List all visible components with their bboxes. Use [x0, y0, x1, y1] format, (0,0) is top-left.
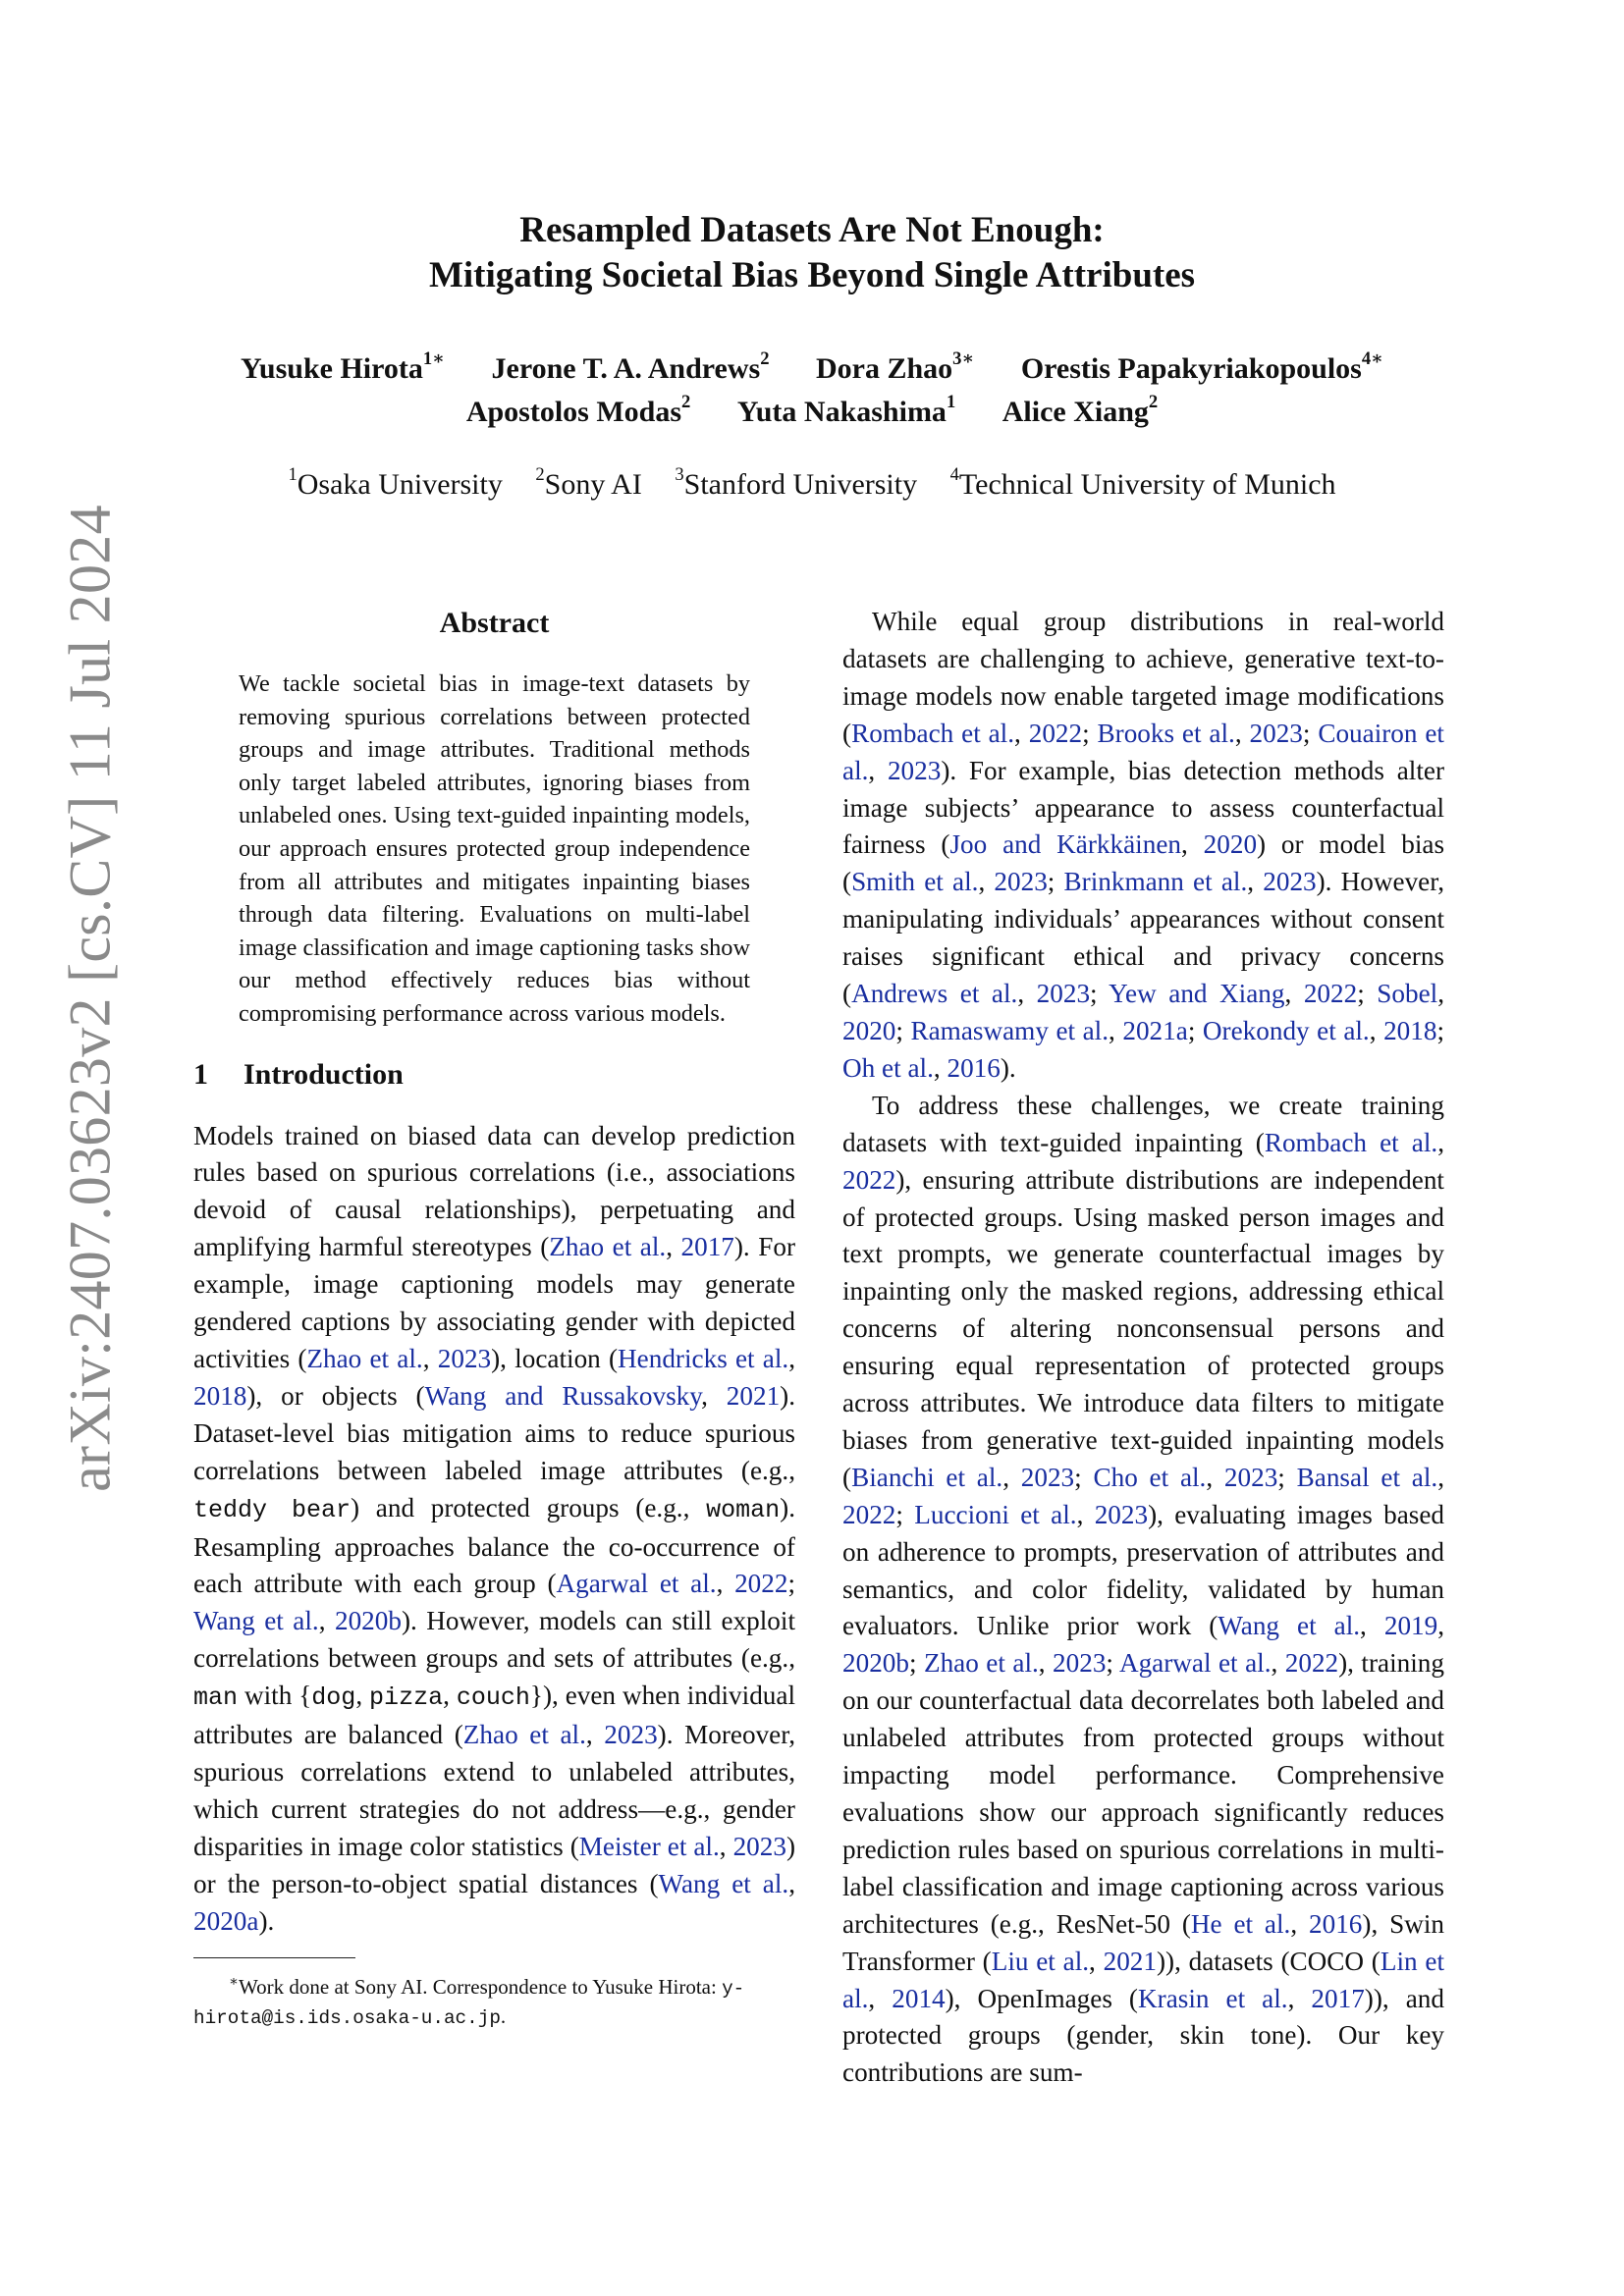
citation-link[interactable]: 2023	[437, 1343, 492, 1373]
paragraph-text: ), training on our counterfactual data decorrelates both labeled and unlabeled attributes from protected groups without impacting model performance. Comprehensive evaluations show our approach significantly reduces prediction rules based on spurious correlations in multi-label classification and image captioning across various architectures (e.g., ResNet-50 (	[842, 1648, 1444, 1939]
paragraph-text: Models trained on biased data can develop prediction rules based on spurious correlations (i.e., associations devoid of causal relationships), perpetuating and amplifying harmful stereotypes (	[193, 1120, 795, 1262]
citation-link[interactable]: Bianchi et al.	[851, 1462, 1003, 1492]
citation-link[interactable]: Wang et al.	[1218, 1611, 1361, 1641]
author-name: Alice Xiang	[1001, 396, 1149, 428]
paragraph-text: with {	[238, 1681, 312, 1711]
citation-link[interactable]: Luccioni et al.	[914, 1499, 1077, 1529]
paragraph-text: ), location (	[491, 1343, 619, 1373]
citation-link[interactable]: 2022	[1303, 979, 1358, 1009]
author-mark: 3∗	[952, 348, 975, 370]
citation-link[interactable]: Wang et al.	[658, 1868, 789, 1898]
paragraph-text: ,	[1437, 1127, 1444, 1157]
citation-link[interactable]: Yew and Xiang	[1109, 979, 1285, 1009]
affiliation-list	[0, 465, 1624, 505]
paragraph-text: ), or objects (	[246, 1380, 425, 1411]
paragraph-text: ;	[1090, 979, 1110, 1009]
paragraph-text: ;	[1074, 1462, 1094, 1492]
abstract-text: We tackle societal bias in image-text datasets by removing spurious correlations between protected groups and image attributes. Traditional methods only target labeled attributes, ignoring biases from unlabeled ones. Using text-guided inpainting models, our approach ensures protected group independence from all attributes and mitigates inpainting biases through data filtering. Evaluations on multi-label image classification and image captioning tasks show our method effectively reduces bias without compromising performance across various models.	[239, 670, 750, 1027]
paragraph-text: ,	[868, 755, 888, 785]
code-term: teddy bear	[193, 1495, 352, 1524]
paragraph-text: ,	[318, 1606, 335, 1636]
paragraph-text: ,	[1234, 718, 1250, 748]
footnote-rule	[193, 1957, 355, 1958]
paragraph-text: ,	[355, 1681, 370, 1711]
citation-link[interactable]: 2023	[1094, 1499, 1149, 1529]
citation-link[interactable]: 2014	[892, 1983, 946, 2013]
footnote-end: .	[500, 2004, 507, 2029]
paragraph-text: ;	[908, 1648, 924, 1679]
footnote	[193, 1968, 795, 2032]
author-mark: 2	[681, 392, 691, 413]
author-name: Dora Zhao	[815, 352, 953, 385]
right-paragraph-2	[842, 1088, 1444, 2092]
paragraph-text: ;	[895, 1015, 911, 1045]
right-paragraph-1	[842, 604, 1444, 1088]
paragraph-text: ,	[701, 1380, 727, 1411]
paragraph-text: ,	[1038, 1648, 1054, 1679]
paragraph-text: ,	[1437, 1462, 1444, 1492]
paragraph-text: ,	[1360, 1611, 1384, 1641]
author-mark: 2	[760, 348, 770, 370]
paragraph-text: ,	[1089, 1946, 1104, 1976]
affiliation-name: Osaka University	[297, 468, 503, 501]
right-column	[842, 604, 1444, 2092]
paragraph-text: While equal group distributions in real-world datasets are challenging to achieve, generative text-to-image models now enable targeted image modifications (	[842, 607, 1444, 748]
paragraph-text: ;	[1277, 1462, 1297, 1492]
paragraph-text: ,	[1287, 1983, 1312, 2013]
paragraph-text: ). Moreover, spurious correlations extend to unlabeled attributes, which current strategies do not address—e.g., gender disparities in image color statistics (	[193, 1720, 796, 1861]
author	[491, 348, 770, 385]
paragraph-text: ,	[719, 1831, 733, 1861]
author	[240, 348, 446, 385]
citation-link[interactable]: Rombach et al.	[1264, 1127, 1438, 1157]
section-heading-introduction	[193, 1055, 795, 1095]
paragraph-text: ,	[1206, 1462, 1224, 1492]
author-mark: 1	[946, 392, 956, 413]
paragraph-text: ), ensuring attribute distributions are independent of protected groups. Using masked person images and text prompts, we generate counterfactual images by inpainting only the masked regions, addressing ethical concerns of altering nonconsensual persons and ensuring equal representation of protected groups across attributes. We introduce data filters to mitigate biases from generative text-guided inpainting models (	[842, 1164, 1444, 1492]
footnote-text: Work done at Sony AI. Correspondence to Yusuke Hirota:	[238, 1975, 717, 2000]
paragraph-text: ,	[978, 867, 995, 897]
title-line-1: Resampled Datasets Are Not Enough:	[519, 210, 1105, 250]
section-number: 1	[193, 1057, 208, 1091]
affiliation-mark: 1	[288, 464, 298, 486]
paragraph-text: ,	[1017, 979, 1037, 1009]
code-term: pizza	[369, 1683, 444, 1713]
code-term: dog	[311, 1683, 356, 1713]
citation-link[interactable]: Oh et al.	[842, 1052, 934, 1083]
citation-link[interactable]: Sobel	[1377, 979, 1438, 1009]
paragraph-text: ,	[1437, 1611, 1445, 1641]
citation-link[interactable]: Brooks et al.	[1097, 718, 1235, 748]
paragraph-text: ,	[422, 1343, 438, 1373]
citation-link[interactable]: 2021a	[1122, 1015, 1188, 1045]
affiliation-name: Technical University of Munich	[958, 468, 1336, 501]
author-mark: 2	[1148, 392, 1159, 413]
paragraph-text: ,	[1369, 1015, 1384, 1045]
author-name: Orestis Papakyriakopoulos	[1020, 352, 1362, 385]
footnote-email[interactable]: y-hirota@is.ids.osaka-u.ac.jp	[193, 1978, 745, 2030]
title-line-2: Mitigating Societal Bias Beyond Single Attributes	[428, 255, 1196, 295]
citation-link[interactable]: Wang et al.	[193, 1606, 319, 1636]
citation-link[interactable]: 2023	[1249, 718, 1303, 748]
affiliation-mark: 4	[949, 464, 959, 486]
affiliation	[535, 464, 642, 501]
paragraph-text: ) and protected groups (e.g.,	[351, 1492, 707, 1522]
footnote-mark: ∗	[229, 1974, 239, 1991]
citation-link[interactable]: 2017	[1311, 1983, 1365, 2013]
author-row-1	[0, 347, 1624, 391]
paragraph-text: ), OpenImages (	[945, 1983, 1138, 2013]
affiliation	[288, 464, 503, 501]
paragraph-text: ;	[1047, 867, 1064, 897]
citation-link[interactable]: Bansal et al.	[1296, 1462, 1438, 1492]
affiliation	[949, 464, 1336, 501]
citation-link[interactable]: Orekondy et al.	[1202, 1015, 1370, 1045]
paragraph-text: ;	[1106, 1648, 1119, 1679]
paragraph-text: ). Resampling approaches balance the co-occurrence of each attribute with each group (	[193, 1492, 795, 1599]
paragraph-text: ,	[1076, 1499, 1095, 1529]
section-title: Introduction	[244, 1057, 404, 1091]
paragraph-text: ,	[1002, 1462, 1021, 1492]
citation-link[interactable]: Hendricks et al.	[618, 1343, 789, 1373]
paragraph-text: ;	[895, 1499, 915, 1529]
paragraph-text: ,	[716, 1569, 735, 1599]
citation-link[interactable]: 2017	[680, 1232, 734, 1262]
affiliation-mark: 2	[535, 464, 545, 486]
paragraph-text: ).	[258, 1905, 275, 1936]
author-name: Yuta Nakashima	[736, 396, 947, 428]
author	[1001, 392, 1159, 428]
author	[736, 392, 956, 428]
author	[815, 348, 975, 385]
citation-link[interactable]: Brinkmann et al.	[1063, 867, 1248, 897]
citation-link[interactable]: Zhao et al.	[306, 1343, 423, 1373]
citation-link[interactable]: Lin et al.	[842, 1946, 1445, 2013]
code-term: man	[193, 1683, 239, 1713]
paragraph-text: }), even when individual attributes are balanced (	[193, 1681, 796, 1750]
citation-link[interactable]: 2023	[732, 1831, 786, 1861]
author-mark: 4∗	[1361, 348, 1383, 370]
paragraph-text: ,	[443, 1681, 457, 1711]
citation-link[interactable]: Andrews et al.	[851, 979, 1018, 1009]
paragraph-text: ;	[1302, 718, 1319, 748]
author	[1020, 348, 1383, 385]
code-term: couch	[456, 1683, 530, 1713]
citation-link[interactable]: Zhao et al.	[549, 1232, 667, 1262]
author-list	[0, 347, 1624, 434]
paragraph-text: ), Swin Transformer (	[842, 1908, 1444, 1976]
citation-link[interactable]: 2023	[1020, 1462, 1075, 1492]
citation-link[interactable]: 2020b	[334, 1606, 402, 1636]
citation-link[interactable]: He et al.	[1190, 1908, 1291, 1939]
paragraph-text: ), evaluating images based on adherence to prompts, preservation of attributes and semantics, and color fidelity, validated by human evaluators. Unlike prior work (	[842, 1499, 1445, 1641]
paragraph-text: ,	[1437, 979, 1445, 1009]
paragraph-text: )), datasets (COCO (	[1156, 1946, 1380, 1976]
paragraph-text: ). However, models can still exploit correlations between groups and sets of attributes (e.g.,	[193, 1606, 796, 1674]
paragraph-text: ;	[1082, 718, 1098, 748]
citation-link[interactable]: Zhao et al.	[923, 1648, 1039, 1679]
arxiv-identifier: arXiv:2407.03623v2 [cs.CV] 11 Jul 2024	[57, 505, 123, 1492]
paragraph-text: ). Dataset-level bias mitigation aims to reduce spurious correlations between labeled image attributes (e.g.,	[193, 1380, 796, 1485]
citation-link[interactable]: Krasin et al.	[1138, 1983, 1288, 2013]
paper-title	[0, 208, 1624, 298]
author-row-2	[0, 391, 1624, 434]
author	[465, 392, 691, 428]
citation-link[interactable]: 2023	[1263, 867, 1317, 897]
citation-link[interactable]: Rombach et al.	[851, 718, 1015, 748]
paragraph-text: ,	[933, 1052, 947, 1083]
paragraph-text: ). However, manipulating individuals’ appearances without consent raises significant ethical and privacy concerns (	[842, 867, 1445, 1009]
paragraph-text: ;	[1357, 979, 1378, 1009]
paragraph-text: ,	[1109, 1015, 1123, 1045]
citation-link[interactable]: Joo and Kärkkäinen	[949, 829, 1181, 860]
citation-link[interactable]: 2023	[994, 867, 1048, 897]
citation-link[interactable]: 2020a	[193, 1905, 259, 1936]
paragraph-text: ,	[1247, 867, 1264, 897]
citation-link[interactable]: Couairon et al.	[842, 718, 1444, 785]
paragraph-text: ,	[1290, 1908, 1310, 1939]
citation-link[interactable]: Cho et al.	[1093, 1462, 1207, 1492]
citation-link[interactable]: 2021	[726, 1380, 781, 1411]
citation-link[interactable]: Meister et al.	[578, 1831, 720, 1861]
citation-link[interactable]: 2018	[193, 1380, 247, 1411]
citation-link[interactable]: Wang and Russakovsky	[424, 1380, 702, 1411]
paragraph-text: ). For example, image captioning models may generate gendered captions by associating gender with depicted activities (	[193, 1232, 796, 1373]
citation-link[interactable]: Liu et al.	[991, 1946, 1090, 1976]
paragraph-text: ;	[787, 1569, 795, 1599]
citation-link[interactable]: 2023	[604, 1720, 658, 1750]
paragraph-text: )), and protected groups (gender, skin tone). Our key contributions are sum-	[842, 1983, 1444, 2088]
abstract-heading: Abstract	[439, 607, 550, 639]
intro-paragraph-1	[193, 1118, 795, 1941]
paragraph-text: ,	[1181, 829, 1204, 860]
paragraph-text: ,	[1284, 979, 1304, 1009]
affiliation-name: Sony AI	[544, 468, 642, 501]
author-name: Jerone T. A. Andrews	[491, 352, 761, 385]
paragraph-text: ,	[788, 1868, 795, 1898]
paragraph-text: To address these challenges, we create training datasets with text-guided inpainting (	[842, 1090, 1444, 1157]
paragraph-text: ,	[868, 1983, 893, 2013]
paragraph-text: ,	[1271, 1648, 1285, 1679]
citation-link[interactable]: Agarwal et al.	[1118, 1648, 1272, 1679]
paragraph-text: ,	[666, 1232, 681, 1262]
citation-link[interactable]: 2022	[842, 1164, 896, 1195]
citation-link[interactable]: 2018	[1383, 1015, 1437, 1045]
affiliation-name: Stanford University	[683, 468, 918, 501]
author-name: Yusuke Hirota	[240, 352, 423, 385]
citation-link[interactable]: 2016	[1309, 1908, 1363, 1939]
paragraph-text: ) or the person-to-object spatial distances (	[193, 1831, 796, 1898]
citation-link[interactable]: 2022	[1284, 1648, 1339, 1679]
paragraph-text: ;	[1187, 1015, 1203, 1045]
citation-link[interactable]: 2020	[1203, 829, 1258, 860]
code-term: woman	[706, 1495, 781, 1524]
paragraph-text: ).	[1000, 1052, 1016, 1083]
paragraph-text: ;	[1436, 1015, 1445, 1045]
citation-link[interactable]: Zhao et al.	[462, 1720, 586, 1750]
citation-link[interactable]: 2022	[842, 1499, 896, 1529]
citation-link[interactable]: 2023	[1223, 1462, 1278, 1492]
citation-link[interactable]: Ramaswamy et al.	[910, 1015, 1110, 1045]
author-mark: 1∗	[422, 348, 446, 370]
citation-link[interactable]: 2020	[842, 1015, 896, 1045]
paragraph-text: ,	[788, 1343, 796, 1373]
author-name: Apostolos Modas	[465, 396, 682, 428]
citation-link[interactable]: 2021	[1103, 1946, 1157, 1976]
citation-link[interactable]: 2023	[887, 755, 942, 785]
citation-link[interactable]: 2022	[1028, 718, 1083, 748]
paragraph-text: ) or model bias (	[842, 829, 1445, 897]
left-column	[193, 604, 795, 2032]
paragraph-text: ,	[585, 1720, 605, 1750]
citation-link[interactable]: 2020b	[842, 1648, 909, 1679]
citation-link[interactable]: Smith et al.	[851, 867, 979, 897]
affiliation-mark: 3	[675, 464, 684, 486]
paragraph-text: ). For example, bias detection methods alter image subjects’ appearance to assess counterfactual fairness (	[842, 755, 1444, 860]
citation-link[interactable]: 2022	[734, 1569, 788, 1599]
citation-link[interactable]: 2023	[1053, 1648, 1107, 1679]
affiliation	[675, 464, 918, 501]
citation-link[interactable]: 2019	[1383, 1611, 1438, 1641]
citation-link[interactable]: 2023	[1036, 979, 1091, 1009]
citation-link[interactable]: Agarwal et al.	[556, 1569, 717, 1599]
citation-link[interactable]: 2016	[947, 1052, 1001, 1083]
paragraph-text: ,	[1014, 718, 1029, 748]
